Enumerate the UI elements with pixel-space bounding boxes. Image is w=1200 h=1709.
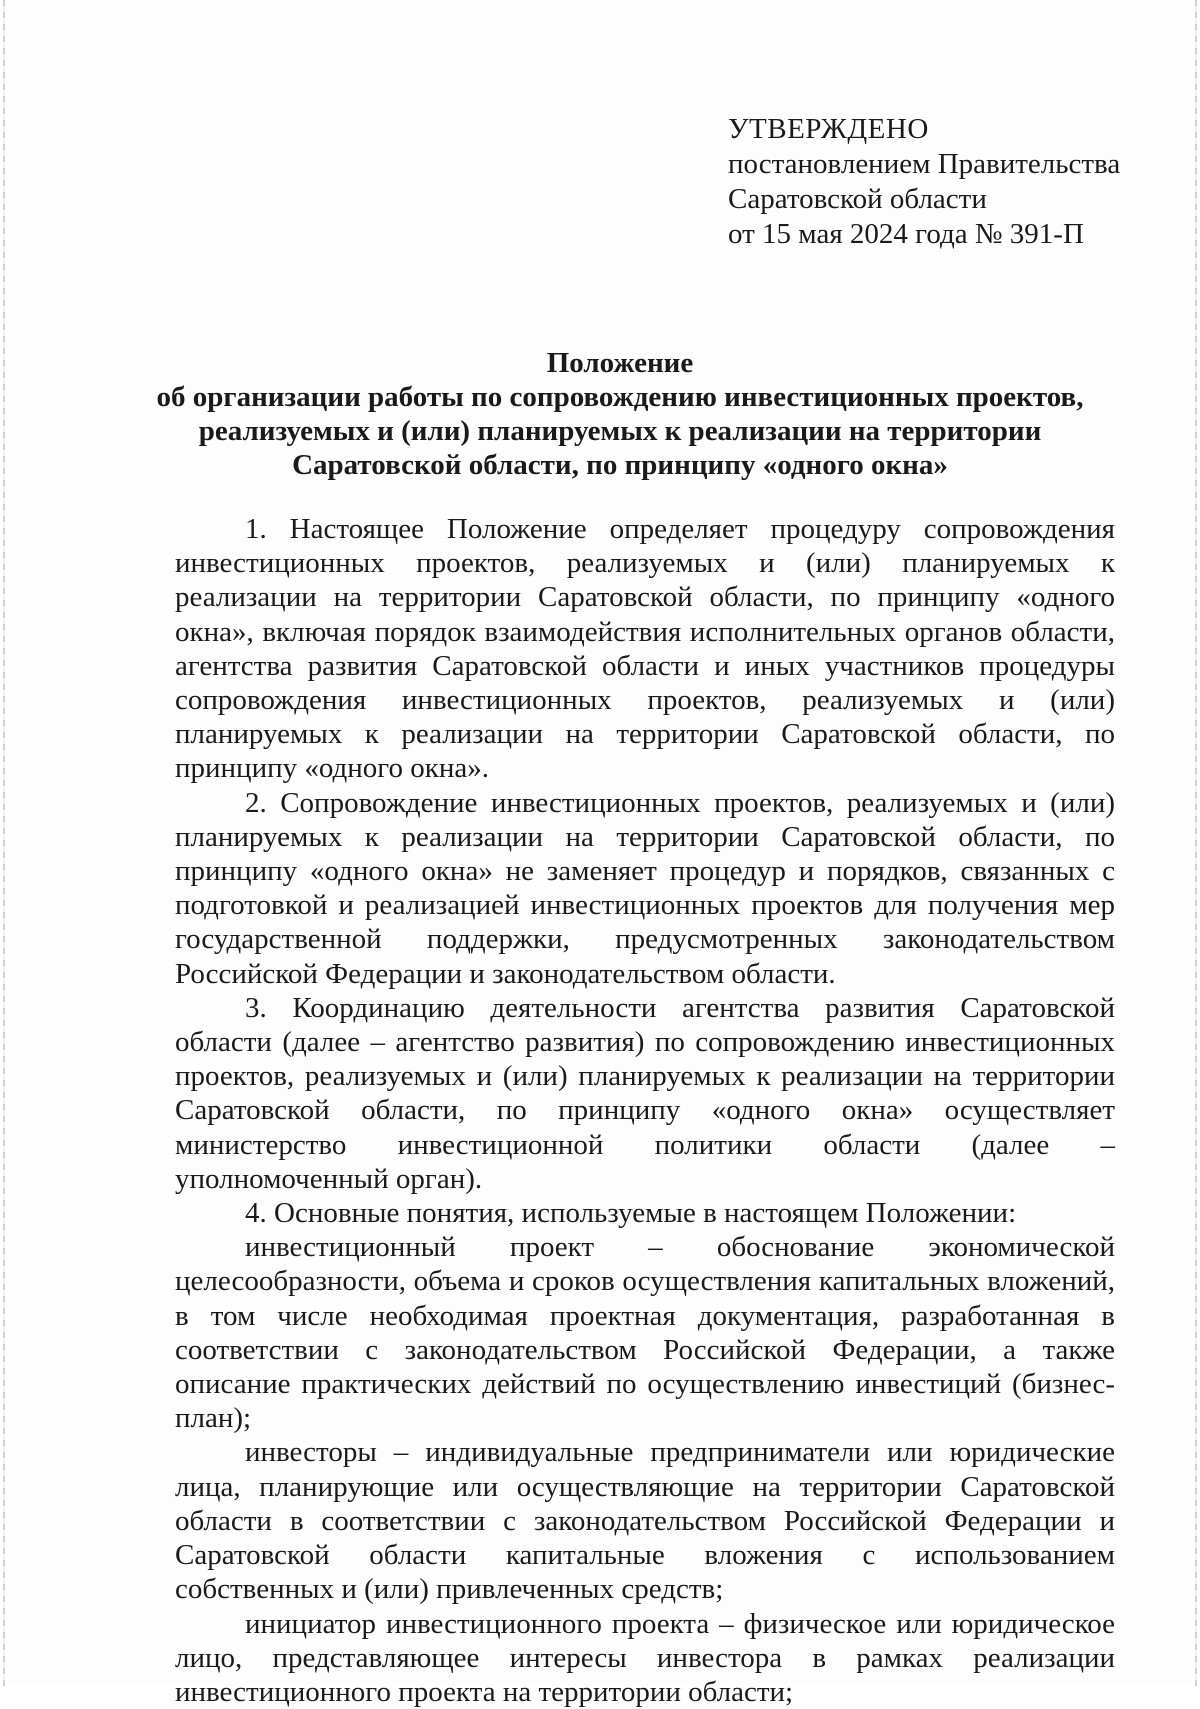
document-body [175, 512, 1115, 1709]
paragraph-3: 3. Координацию деятельности агентства развития Саратовской области (далее – агентство развития) по сопровождению инвестиционных проектов, реализуемых и (или) планируемых к реализации на территории Саратовской области, по принципу «одного окна» осуществляет министерство инвестиционной политики области (далее – уполномоченный орган). [175, 991, 1115, 1196]
definition-project-initiator: инициатор инвестиционного проекта – физическое или юридическое лицо, представляющее интересы инвестора в рамках реализации инвестиционного проекта на территории области; [175, 1607, 1115, 1709]
scan-edge-right [1195, 0, 1197, 1686]
scan-edge-left [3, 0, 5, 1686]
title-line: реализуемых и (или) планируемых к реализации на территории [120, 414, 1120, 448]
title-line: Положение [120, 346, 1120, 380]
approval-line: постановлением Правительства [728, 147, 1120, 182]
title-line: Саратовской области, по принципу «одного окна» [120, 448, 1120, 482]
paragraph-1: 1. Настоящее Положение определяет процедуру сопровождения инвестиционных проектов, реализуемых и (или) планируемых к реализации на территории Саратовской области, по принципу «одного окна», включая порядок взаимодействия исполнительных органов области, агентства развития Саратовской области и иных участников процедуры сопровождения инвестиционных проектов, реализуемых и (или) планируемых к реализации на территории Саратовской области, по принципу «одного окна». [175, 512, 1115, 786]
document-title [120, 346, 1120, 482]
title-line: об организации работы по сопровождению инвестиционных проектов, [120, 380, 1120, 414]
approval-block [728, 112, 1120, 252]
paragraph-4: 4. Основные понятия, используемые в настоящем Положении: [175, 1196, 1115, 1230]
definition-investors: инвесторы – индивидуальные предприниматели или юридические лица, планирующие или осуществляющие на территории Саратовской области в соответствии с законодательством Российской Федерации и Саратовской области капитальные вложения с использованием собственных и (или) привлеченных средств; [175, 1435, 1115, 1606]
definition-investment-project: инвестиционный проект – обоснование экономической целесообразности, объема и сроков осуществления капитальных вложений, в том числе необходимая проектная документация, разработанная в соответствии с законодательством Российской Федерации, а также описание практических действий по осуществлению инвестиций (бизнес-план); [175, 1230, 1115, 1435]
approval-line: от 15 мая 2024 года № 391-П [728, 217, 1120, 252]
paragraph-2: 2. Сопровождение инвестиционных проектов, реализуемых и (или) планируемых к реализации на территории Саратовской области, по принципу «одного окна» не заменяет процедур и порядков, связанных с подготовкой и реализацией инвестиционных проектов для получения мер государственной поддержки, предусмотренных законодательством Российской Федерации и законодательством области. [175, 786, 1115, 991]
approval-line: Саратовской области [728, 182, 1120, 217]
approval-heading: УТВЕРЖДЕНО [728, 112, 1120, 147]
